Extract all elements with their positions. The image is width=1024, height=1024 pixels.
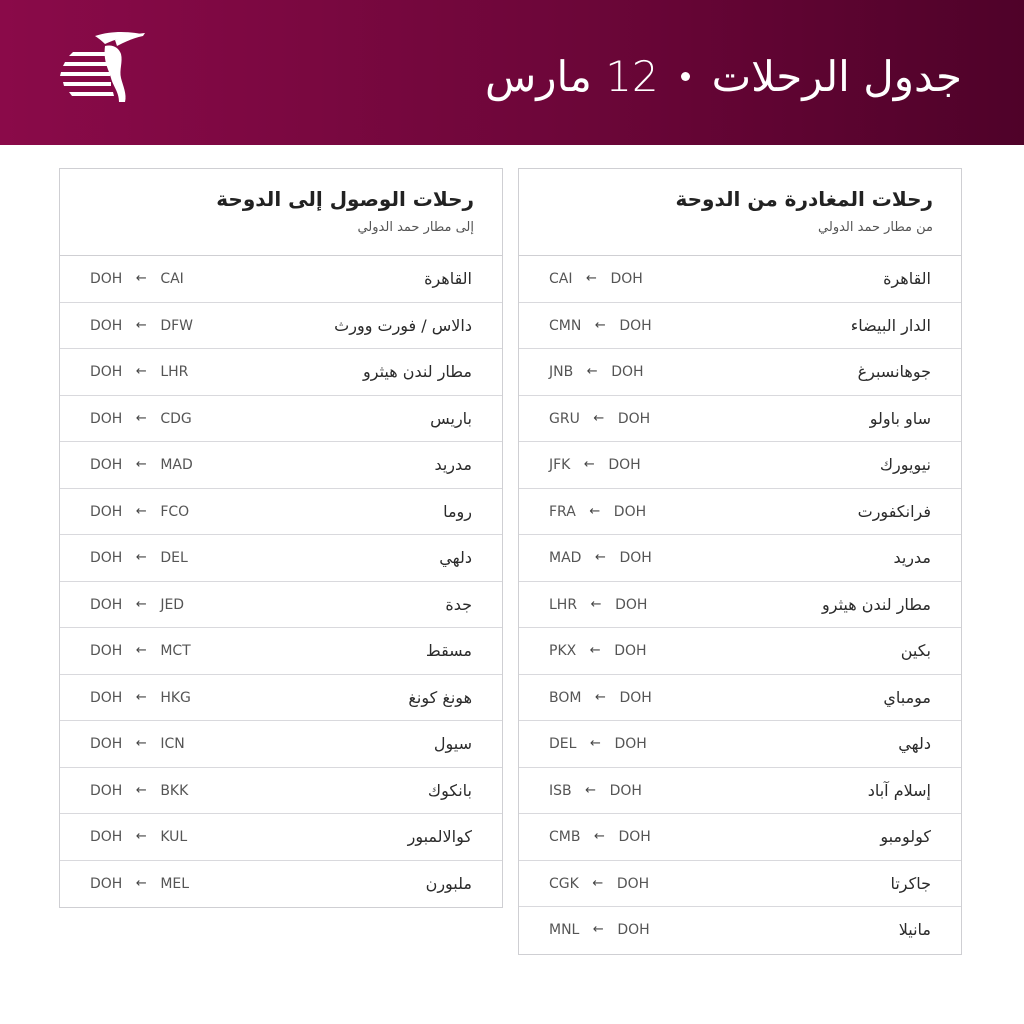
destination-code: DEL [549, 736, 577, 752]
flight-row [519, 721, 961, 768]
arrow-left-icon: ← [586, 271, 597, 286]
title-date: 12 مارس [484, 51, 659, 101]
departures-panel [518, 168, 962, 955]
arrow-left-icon: ← [135, 829, 147, 844]
flight-row [60, 535, 502, 582]
title-separator-dot [681, 72, 690, 81]
departures-title: رحلات المغادرة من الدوحة [675, 187, 933, 211]
destination-city: مسقط [425, 641, 472, 660]
arrow-left-icon: ← [594, 550, 606, 565]
origin-code: MEL [160, 875, 190, 892]
destination-code: MAD [549, 550, 582, 566]
origin-code: HKG [160, 689, 191, 706]
route-codes [549, 907, 650, 953]
flight-row [519, 768, 961, 815]
arrivals-list [60, 256, 502, 907]
route-codes [549, 768, 642, 814]
origin-code: DFW [160, 317, 194, 334]
departures-header [519, 169, 961, 256]
route-codes [549, 535, 652, 581]
arrow-left-icon: ← [135, 410, 147, 426]
flight-row [60, 349, 502, 396]
destination-city: ملبورن [425, 873, 472, 893]
route-codes [90, 396, 192, 442]
arrow-left-icon: ← [135, 782, 147, 798]
route-codes [549, 861, 649, 907]
destination-code: PKX [549, 643, 577, 659]
origin-code: DOH [614, 643, 647, 659]
arrow-left-icon: ← [135, 457, 147, 472]
origin-code: ICN [160, 736, 185, 752]
route-codes [549, 582, 647, 628]
arrow-left-icon: ← [592, 922, 604, 937]
flight-row [60, 442, 502, 489]
flight-row [60, 628, 502, 675]
flight-row [519, 535, 961, 582]
arrow-left-icon: ← [589, 503, 601, 519]
destination-city: مومباي [883, 687, 931, 707]
arrow-left-icon: ← [592, 875, 604, 891]
destination-code: FRA [549, 503, 576, 520]
destination-city: جوهانسبرغ [857, 362, 931, 381]
route-codes [90, 628, 191, 674]
departures-subtitle: من مطار حمد الدولي [818, 220, 933, 235]
arrow-left-icon: ← [583, 457, 595, 472]
destination-city: إسلام آباد [867, 780, 931, 800]
arrivals-panel [59, 168, 503, 908]
route-codes [549, 721, 647, 767]
origin-code: DOH [619, 689, 652, 706]
destination-city: مطار لندن هيثرو [363, 362, 472, 381]
destination-code: JNB [549, 364, 574, 380]
destination-city: مدريد [434, 455, 472, 474]
origin-code: DOH [617, 410, 651, 427]
route-codes [549, 489, 646, 535]
route-codes [549, 442, 641, 488]
flight-row [519, 303, 961, 350]
arrivals-header [60, 169, 502, 256]
destination-city: دالاس / فورت وورث [334, 315, 472, 335]
origin-code: CDG [160, 410, 192, 427]
destination-city: جدة [445, 594, 472, 614]
origin-code: DOH [616, 875, 650, 892]
flight-row [60, 861, 502, 908]
destination-city: مانيلا [898, 920, 931, 939]
origin-code: CAI [160, 271, 184, 287]
destination-city: دلهي [898, 734, 931, 753]
origin-code: DOH [608, 457, 641, 473]
origin-code: DOH [614, 736, 647, 752]
route-codes [90, 349, 188, 395]
destination-city: مدريد [893, 548, 931, 567]
flight-row [60, 396, 502, 443]
destination-code: CAI [549, 271, 573, 287]
arrow-left-icon: ← [585, 782, 597, 798]
arrow-left-icon: ← [595, 689, 606, 705]
destination-city: بكين [900, 641, 931, 660]
origin-code: JED [160, 596, 185, 613]
route-codes [90, 256, 184, 302]
destination-code: JFK [549, 457, 571, 473]
origin-code: DOH [618, 829, 651, 845]
route-codes [90, 303, 193, 349]
flight-row [519, 349, 961, 396]
destination-city: فرانكفورت [857, 501, 931, 521]
route-codes [549, 349, 644, 395]
arrow-left-icon: ← [135, 643, 147, 658]
flight-row [519, 396, 961, 443]
arrow-left-icon: ← [589, 643, 601, 658]
departures-list [519, 256, 961, 954]
arrow-left-icon: ← [594, 829, 605, 844]
route-codes [90, 675, 191, 721]
origin-code: BKK [160, 782, 189, 799]
destination-code: ISB [549, 782, 572, 799]
route-codes [90, 535, 188, 581]
destination-city: روما [443, 501, 472, 521]
arrow-left-icon: ← [593, 410, 605, 426]
arrow-left-icon: ← [135, 271, 147, 286]
destination-city: نيويورك [879, 455, 931, 474]
destination-city: دلهي [439, 548, 472, 567]
flight-row [60, 303, 502, 350]
page-title [485, 44, 962, 108]
destination-city: بانكوك [427, 780, 472, 800]
origin-code: DOH [613, 503, 647, 520]
title-text: جدول الرحلات [711, 51, 962, 101]
arrow-left-icon: ← [135, 550, 147, 565]
arrow-left-icon: ← [135, 875, 147, 891]
origin-code: DOH [615, 596, 648, 613]
route-codes [90, 489, 189, 535]
origin-code: DOH [611, 364, 644, 380]
flight-row [60, 582, 502, 629]
route-codes [549, 396, 650, 442]
flight-row [519, 442, 961, 489]
route-codes [549, 303, 652, 349]
destination-code: DOH [90, 689, 123, 706]
destination-code: MNL [549, 922, 580, 938]
route-codes [549, 675, 652, 721]
route-codes [90, 442, 193, 488]
origin-code: DOH [610, 271, 643, 287]
destination-city: كولومبو [880, 827, 931, 846]
destination-code: CMB [549, 829, 581, 845]
destination-city: ساو باولو [869, 408, 931, 428]
destination-code: DOH [90, 410, 123, 427]
destination-code: CGK [549, 875, 579, 892]
origin-code: LHR [160, 364, 189, 380]
destination-city: القاهرة [883, 269, 931, 288]
destination-code: DOH [90, 782, 123, 799]
origin-code: DOH [609, 782, 642, 799]
arrow-left-icon: ← [135, 596, 147, 612]
origin-code: DOH [617, 922, 650, 938]
route-codes [90, 861, 189, 907]
route-codes [549, 814, 651, 860]
destination-city: مطار لندن هيثرو [822, 594, 931, 614]
flight-row [60, 256, 502, 303]
arrivals-title: رحلات الوصول إلى الدوحة [216, 187, 474, 211]
origin-code: DOH [619, 317, 652, 334]
arrow-left-icon: ← [590, 596, 602, 612]
route-codes [90, 582, 184, 628]
origin-code: MAD [160, 457, 193, 473]
destination-code: CMN [549, 317, 582, 334]
arrow-left-icon: ← [135, 736, 147, 751]
origin-code: KUL [160, 829, 188, 845]
arrow-left-icon: ← [135, 317, 147, 333]
flight-row [519, 814, 961, 861]
destination-code: LHR [549, 596, 578, 613]
origin-code: DEL [160, 550, 188, 566]
destination-code: GRU [549, 410, 580, 427]
origin-code: MCT [160, 643, 191, 659]
destination-city: الدار البيضاء [850, 315, 931, 335]
route-codes [549, 256, 643, 302]
flight-row [519, 489, 961, 536]
route-codes [549, 628, 647, 674]
flight-row [519, 675, 961, 722]
destination-code: DOH [90, 643, 123, 659]
destination-code: DOH [90, 829, 123, 845]
destination-code: DOH [90, 596, 123, 613]
destination-code: DOH [90, 550, 123, 566]
destination-code: DOH [90, 503, 123, 520]
flight-row [519, 907, 961, 954]
destination-code: DOH [90, 875, 123, 892]
destination-code: DOH [90, 457, 123, 473]
flight-row [519, 628, 961, 675]
flight-row [60, 489, 502, 536]
oryx-logo-icon [55, 30, 150, 108]
flight-row [519, 256, 961, 303]
destination-code: DOH [90, 317, 123, 334]
destination-city: هونغ كونغ [408, 687, 472, 707]
arrow-left-icon: ← [586, 364, 598, 379]
arrow-left-icon: ← [135, 503, 147, 519]
destination-code: BOM [549, 689, 582, 706]
arrow-left-icon: ← [594, 317, 606, 333]
destination-code: DOH [90, 736, 123, 752]
flight-row [60, 768, 502, 815]
arrow-left-icon: ← [135, 689, 147, 705]
destination-city: جاكرتا [890, 873, 931, 893]
destination-city: سيول [433, 734, 472, 753]
destination-city: كوالالمبور [407, 827, 472, 846]
route-codes [90, 814, 187, 860]
flight-row [60, 721, 502, 768]
origin-code: DOH [619, 550, 652, 566]
flight-row [519, 582, 961, 629]
arrow-left-icon: ← [135, 364, 147, 379]
destination-city: باريس [430, 408, 472, 428]
destination-city: القاهرة [424, 269, 472, 288]
flight-row [60, 814, 502, 861]
header-banner [0, 0, 1024, 145]
arrow-left-icon: ← [589, 736, 601, 751]
route-codes [90, 721, 185, 767]
destination-code: DOH [90, 364, 123, 380]
flight-row [519, 861, 961, 908]
arrivals-subtitle: إلى مطار حمد الدولي [357, 220, 474, 235]
flight-row [60, 675, 502, 722]
route-codes [90, 768, 188, 814]
origin-code: FCO [160, 503, 190, 520]
destination-code: DOH [90, 271, 123, 287]
